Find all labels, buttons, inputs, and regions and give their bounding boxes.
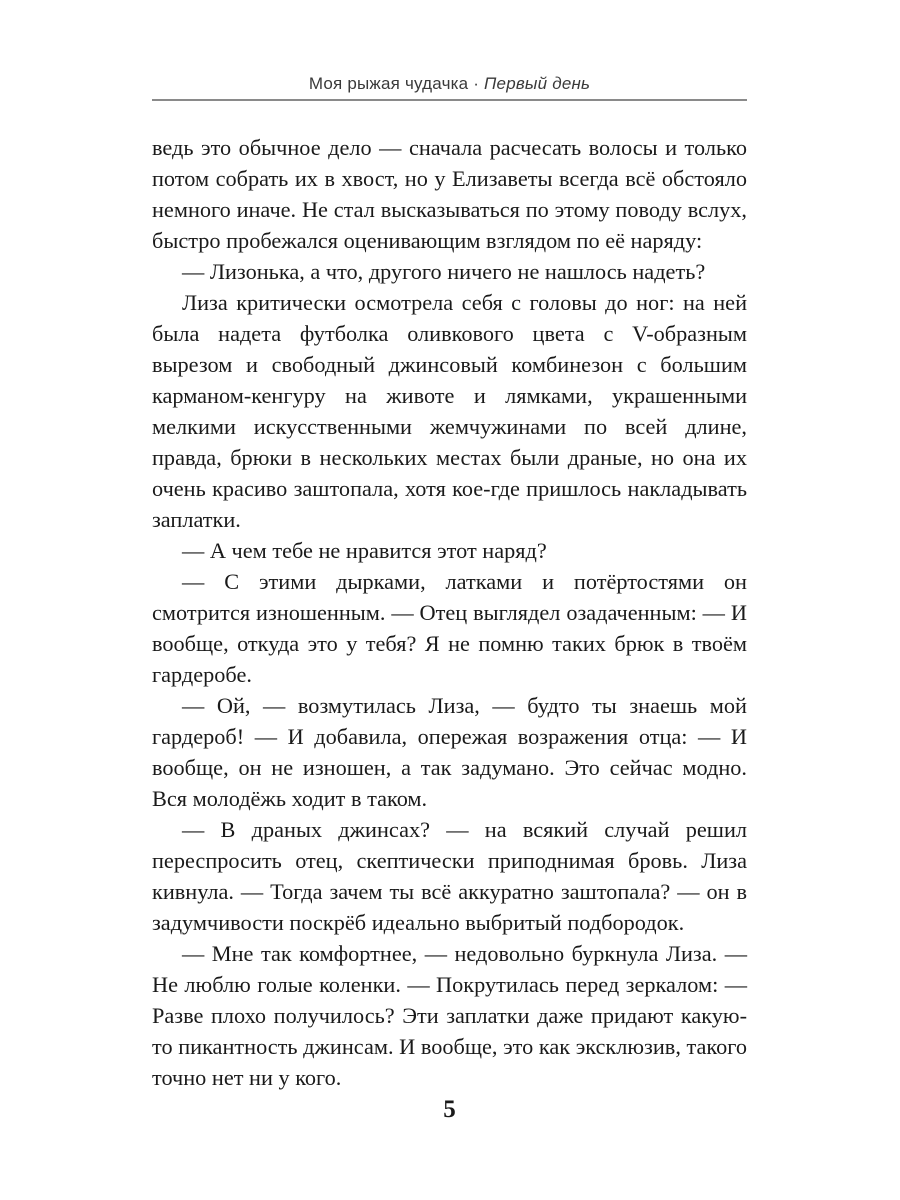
header-separator: · [468, 74, 485, 93]
paragraph: — Ой, — возмутилась Лиза, — будто ты знаешь мой гардероб! — И добавила, опережая возражения отца: — И вообще, он не изношен, а так задумано. Это сейчас модно. Вся молодёжь ходит в таком. [152, 693, 747, 811]
paragraph: Лиза критически осмотрела себя с головы до ног: на ней была надета футболка оливкового цвета с V-образным вырезом и свободный джинсовый комбинезон с большим карманом-кенгуру на животе и лямками, украшенными мелкими искусственными жемчужинами по всей длине, правда, брюки в нескольких местах были драные, но она их очень красиво заштопала, хотя кое-где пришлось накладывать заплатки. [152, 290, 747, 532]
chapter-title: Первый день [484, 74, 591, 93]
running-head [152, 74, 747, 94]
page-number: 5 [443, 1096, 456, 1123]
body-text [152, 132, 747, 1093]
book-title: Моя рыжая чудачка [308, 74, 469, 93]
paragraph: ведь это обычное дело — сначала расчесать волосы и только потом собрать их в хвост, но у Елизаветы всегда всё обстояло немного иначе. Не стал высказываться по этому поводу вслух, быстро пробежался оценивающим взглядом по её наряду: [152, 135, 747, 253]
paragraph: — А чем тебе не нравится этот наряд? [182, 538, 547, 563]
header-rule [152, 99, 747, 101]
paragraph: — Лизонька, а что, другого ничего не нашлось надеть? [182, 259, 706, 284]
paragraph: — Мне так комфортнее, — недовольно буркнула Лиза. — Не люблю голые коленки. — Покрутилась перед зеркалом: — Разве плохо получилось? Эти заплатки даже придают какую-то пикантность джинсам. И вообще, это как эксклюзив, такого точно нет ни у кого. [152, 941, 747, 1090]
paragraph: — С этими дырками, латками и потёртостями он смотрится изношенным. — Отец выглядел озадаченным: — И вообще, откуда это у тебя? Я не помню таких брюк в твоём гардеробе. [152, 569, 747, 687]
paragraph: — В драных джинсах? — на всякий случай решил переспросить отец, скептически приподнимая бровь. Лиза кивнула. — Тогда зачем ты всё аккуратно заштопала? — он в задумчивости поскрёб идеально выбритый подбородок. [152, 817, 747, 935]
